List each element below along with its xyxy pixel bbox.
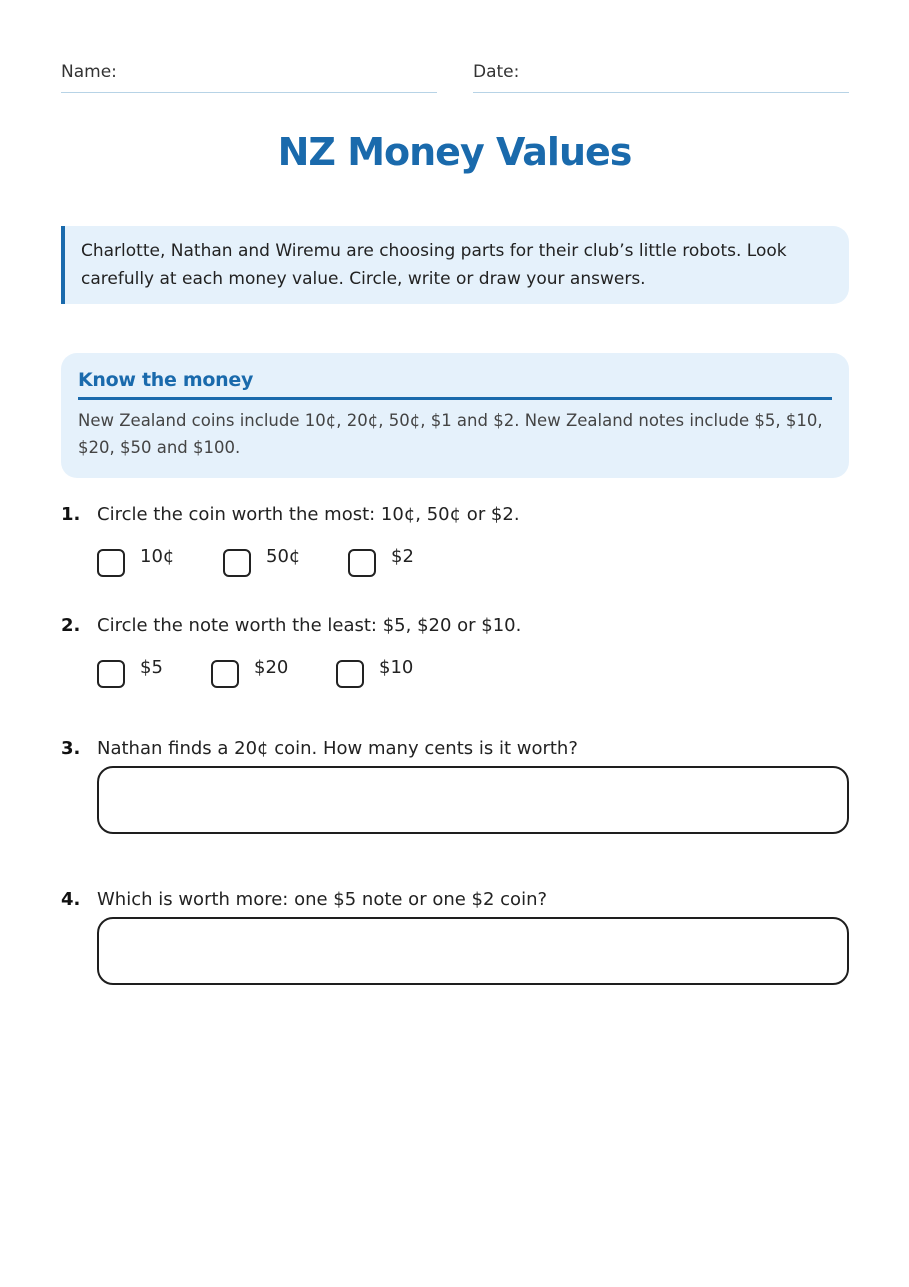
question-number: 1. — [61, 504, 81, 525]
page-title: NZ Money Values — [277, 130, 632, 174]
know-text: New Zealand coins include 10¢, 20¢, 50¢, $1 and $2. New Zealand notes include $5, $10, $20, $50 and $100. — [78, 411, 823, 457]
checkbox[interactable] — [348, 549, 376, 577]
checkbox[interactable] — [223, 549, 251, 577]
question-text: Nathan finds a 20¢ coin. How many cents is it worth? — [97, 738, 578, 759]
checkbox[interactable] — [211, 660, 239, 688]
name-label: Name: — [61, 62, 117, 82]
question-text: Circle the coin worth the most: 10¢, 50¢ or $2. — [97, 504, 520, 525]
checkbox[interactable] — [336, 660, 364, 688]
option-label: 10¢ — [140, 546, 175, 567]
know-title: Know the money — [78, 369, 832, 400]
answer-box[interactable] — [97, 766, 849, 834]
name-field[interactable] — [61, 62, 437, 93]
option-label: $2 — [391, 546, 414, 567]
option-label: $10 — [379, 657, 414, 678]
question-number: 2. — [61, 615, 81, 636]
checkbox[interactable] — [97, 660, 125, 688]
options-row — [97, 546, 797, 580]
question-text: Circle the note worth the least: $5, $20 or $10. — [97, 615, 522, 636]
options-row — [97, 657, 797, 691]
option-label: $5 — [140, 657, 163, 678]
checkbox[interactable] — [97, 549, 125, 577]
answer-box[interactable] — [97, 917, 849, 985]
question-number: 3. — [61, 738, 81, 759]
intro-text: Charlotte, Nathan and Wiremu are choosing parts for their club’s little robots. Look carefully at each money value. Circle, write or draw your answers. — [81, 241, 787, 289]
option-label: $20 — [254, 657, 289, 678]
question-text: Which is worth more: one $5 note or one $2 coin? — [97, 889, 548, 910]
option-label: 50¢ — [266, 546, 301, 567]
intro-callout — [61, 226, 849, 304]
date-field[interactable] — [473, 62, 849, 93]
question-number: 4. — [61, 889, 81, 910]
date-label: Date: — [473, 62, 520, 82]
know-the-money-box — [61, 353, 849, 478]
